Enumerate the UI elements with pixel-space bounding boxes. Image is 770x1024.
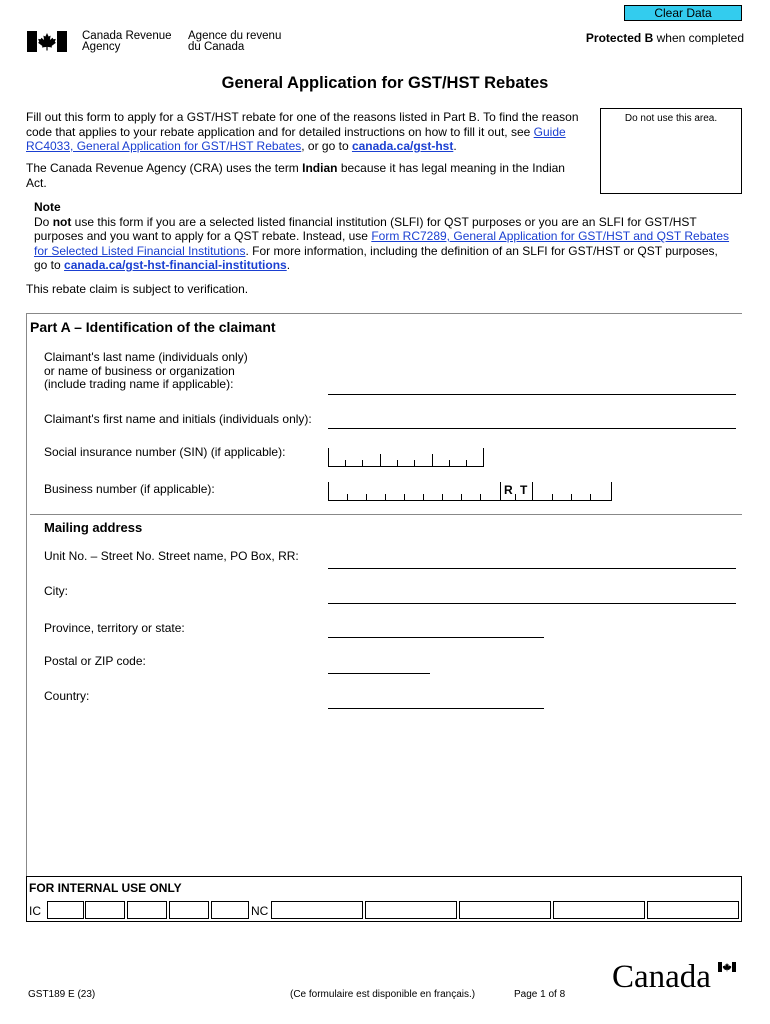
intro-mid: , or go to	[301, 139, 352, 153]
protected-note: when completed	[653, 31, 744, 45]
ic-cell-3[interactable]	[127, 901, 167, 919]
note-t2: use this form if you are a selected listed financial institution (SLFI) for QST purposes or you are an SLFI for GST/HST purposes and you want to apply for a QST rebate. Instead, use	[34, 214, 697, 243]
intro-paragraph	[26, 110, 586, 154]
city-label: City:	[44, 584, 68, 598]
last-name-label-1: Claimant's last name (individuals only)	[44, 350, 248, 364]
french-availability: (Ce formulaire est disponible en français.)	[290, 989, 476, 1000]
verification-text: This rebate claim is subject to verification.	[26, 282, 249, 296]
part-a-divider	[26, 313, 742, 314]
first-name-field[interactable]	[328, 428, 736, 429]
nc-label: NC	[251, 904, 269, 918]
sin-label: Social insurance number (SIN) (if applicable):	[44, 445, 286, 459]
wordmark-flag-icon	[718, 962, 736, 972]
ic-cell-2[interactable]	[85, 901, 125, 919]
part-a-title: Part A – Identification of the claimant	[30, 319, 276, 335]
internal-use-title: FOR INTERNAL USE ONLY	[29, 881, 182, 895]
last-name-label	[44, 351, 248, 392]
intro-text: Fill out this form to apply for a GST/HST rebate for one of the reasons listed in Part B. To find the reason code that applies to your rebate application and for detailed instructions on how to fill it out, see	[26, 110, 579, 139]
agency-fr-line1: Agence du revenu	[188, 30, 282, 42]
ic-label: IC	[29, 904, 41, 918]
bn-field[interactable]	[328, 482, 612, 501]
last-name-label-2: or name of business or organization	[44, 363, 235, 378]
internal-use-box	[26, 876, 742, 922]
street-field[interactable]	[328, 568, 736, 569]
office-use-box: Do not use this area.	[600, 108, 742, 194]
agency-fr-line2: du Canada	[188, 41, 245, 53]
last-name-field[interactable]	[328, 394, 736, 395]
form-rc7289-link[interactable]: Form RC7289, General Application for GST/HST and QST Rebates for Selected Listed Financial Institutions	[34, 229, 730, 258]
agency-en-line2: Agency	[82, 41, 121, 53]
note-t4: .	[286, 258, 291, 272]
mailing-address-heading: Mailing address	[44, 520, 143, 535]
country-field[interactable]	[328, 708, 544, 709]
nc-cell-1[interactable]	[271, 901, 363, 919]
nc-cell-2[interactable]	[365, 901, 457, 919]
mailing-divider	[30, 514, 742, 515]
bn-label: Business number (if applicable):	[44, 482, 215, 496]
protected-level: Protected B	[585, 31, 654, 45]
note-t1: Do	[34, 214, 53, 229]
nc-cell-4[interactable]	[553, 901, 645, 919]
gst-hst-link[interactable]: canada.ca/gst-hst	[351, 139, 454, 153]
page-number: Page 1 of 8	[514, 989, 566, 1000]
nc-cell-3[interactable]	[459, 901, 551, 919]
street-label: Unit No. – Street No. Street name, PO Box, RR:	[44, 549, 299, 563]
note-section	[34, 200, 734, 273]
postal-label: Postal or ZIP code:	[44, 654, 146, 668]
agency-en-line1: Canada Revenue	[82, 30, 172, 42]
indian-term-paragraph	[26, 161, 586, 190]
indian-text-1: The Canada Revenue Agency (CRA) uses the term	[26, 161, 303, 175]
sin-field[interactable]	[328, 448, 484, 467]
province-label: Province, territory or state:	[44, 621, 185, 635]
ic-cell-1[interactable]	[47, 901, 84, 919]
form-code: GST189 E (23)	[28, 989, 96, 1000]
indian-bold: Indian	[302, 161, 338, 175]
city-field[interactable]	[328, 603, 736, 604]
agency-name-french	[188, 31, 281, 53]
indian-text-2: because it has legal meaning in the Indian Act.	[26, 161, 565, 190]
protected-status	[586, 31, 744, 45]
clear-data-button[interactable]: Clear Data	[624, 5, 742, 21]
note-t3: . For more information, including the definition of an SLFI for GST/HST or QST purposes, go to	[34, 243, 718, 272]
note-bold: not	[52, 214, 72, 229]
part-a-left-border	[26, 313, 27, 903]
agency-name-english	[82, 31, 172, 53]
canada-wordmark: Canada	[612, 959, 711, 995]
canada-flag-icon	[27, 31, 67, 52]
first-name-label: Claimant's first name and initials (individuals only):	[44, 412, 312, 426]
postal-field[interactable]	[328, 673, 430, 674]
note-heading: Note	[34, 200, 61, 214]
note-text	[34, 215, 734, 273]
nc-cell-5[interactable]	[647, 901, 739, 919]
ic-cell-4[interactable]	[169, 901, 209, 919]
last-name-label-3: (include trading name if applicable):	[44, 377, 234, 391]
country-label: Country:	[44, 689, 90, 703]
ic-cell-5[interactable]	[211, 901, 249, 919]
bn-r-letter: R	[504, 483, 513, 497]
province-field[interactable]	[328, 637, 544, 638]
bn-t-letter: T	[520, 483, 528, 497]
form-title: General Application for GST/HST Rebates	[221, 74, 549, 92]
financial-institutions-link[interactable]: canada.ca/gst-hst-financial-institutions	[64, 258, 287, 272]
guide-rc4033-link[interactable]: Guide RC4033, General Application for GST/HST Rebates	[26, 124, 566, 153]
intro-end: .	[453, 139, 457, 153]
